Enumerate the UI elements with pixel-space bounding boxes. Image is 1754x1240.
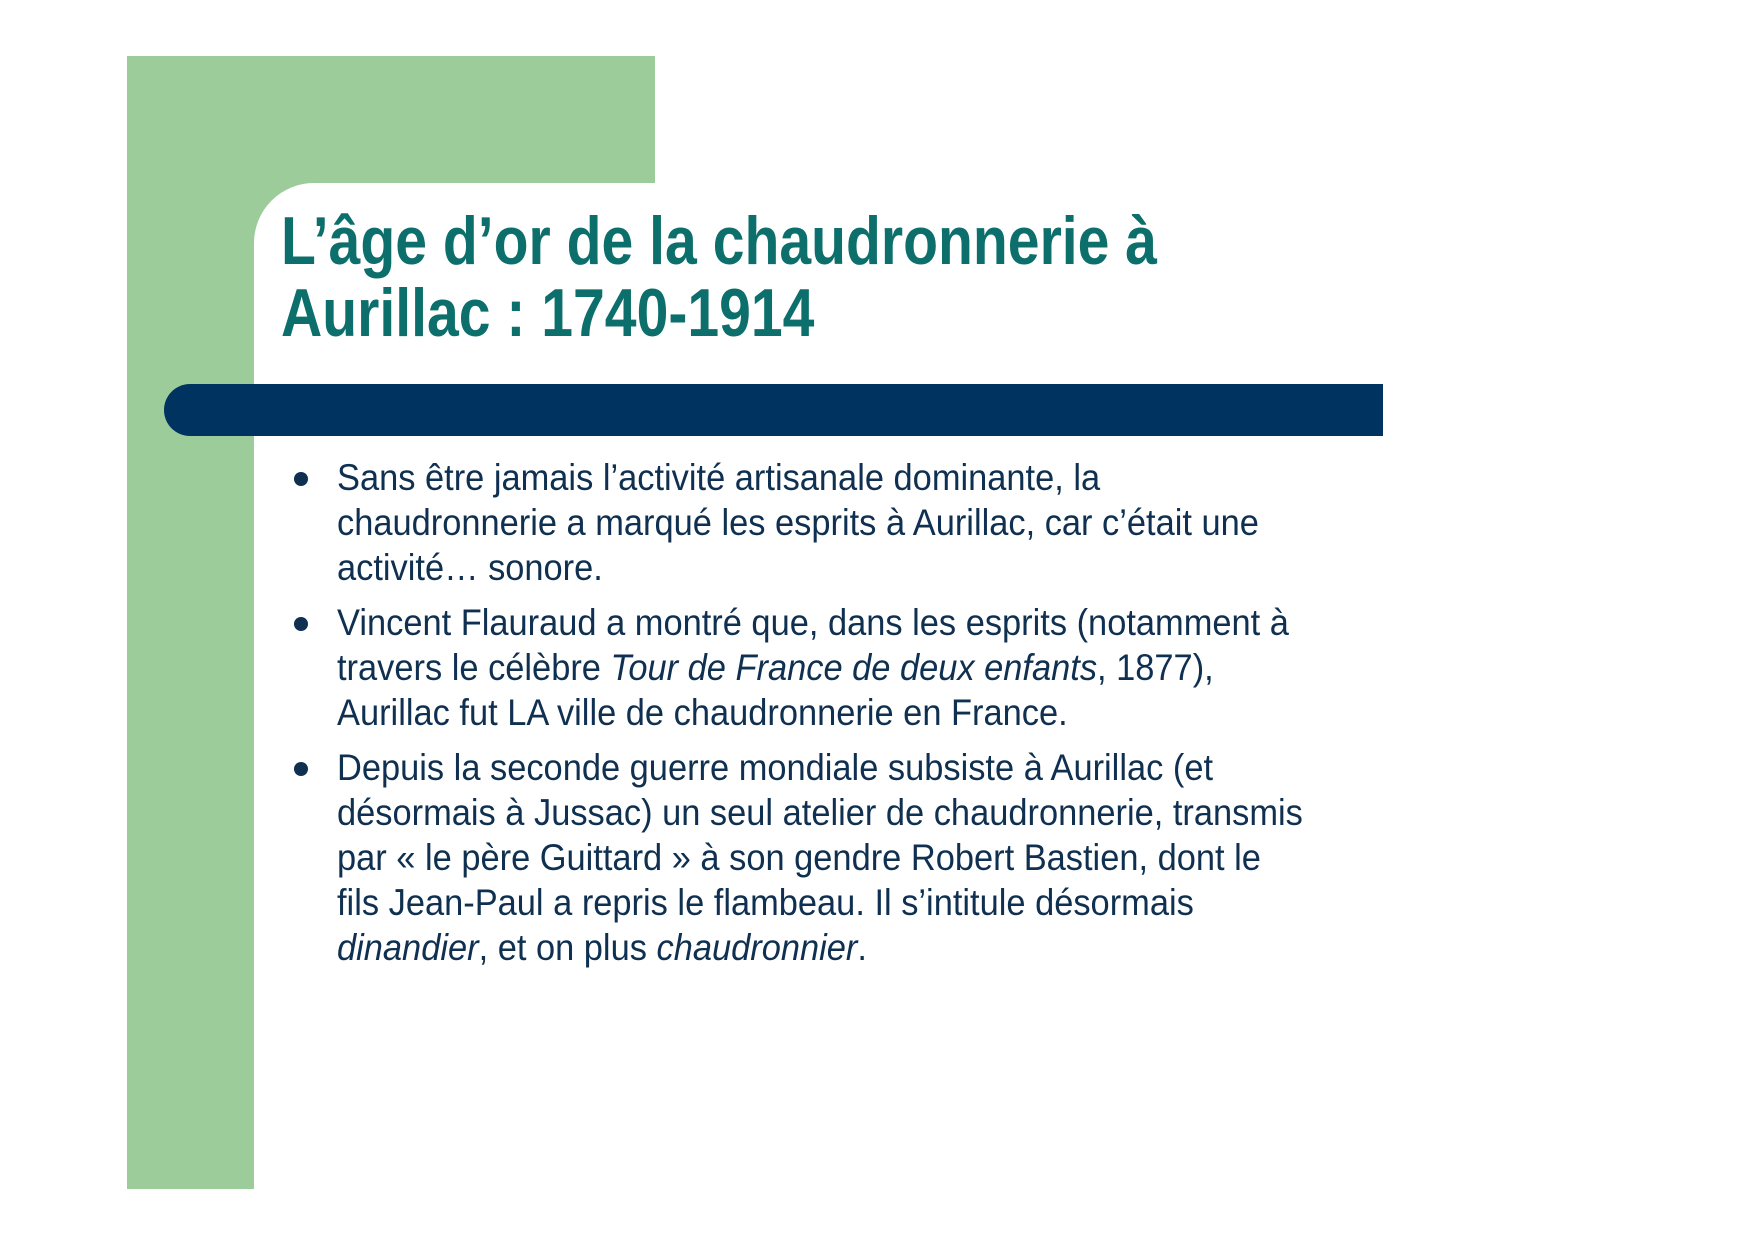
bullet-line <box>337 455 1303 500</box>
bullet-line <box>337 880 1303 925</box>
text-segment: Vincent Flauraud a montré que, dans les esprits (notamment à <box>337 602 1289 643</box>
text-segment: chaudronnerie a marqué les esprits à Aurillac, car c’était une <box>337 502 1259 543</box>
text-segment: fils Jean-Paul a repris le flambeau. Il s’intitule désormais <box>337 882 1194 923</box>
slide-title <box>281 205 1157 349</box>
bullet-item <box>294 455 1376 590</box>
text-segment: Sans être jamais l’activité artisanale dominante, la <box>337 457 1101 498</box>
bullet-line <box>337 745 1303 790</box>
text-segment: , 1877), <box>1097 647 1214 688</box>
text-segment: dinandier <box>337 927 479 968</box>
bullet-line <box>337 500 1303 545</box>
text-segment: travers le célèbre <box>337 647 611 688</box>
bullet-line <box>337 835 1303 880</box>
bullet-line <box>337 690 1303 735</box>
text-segment: désormais à Jussac) un seul atelier de chaudronnerie, transmis <box>337 792 1303 833</box>
text-segment: , et on plus <box>478 927 657 968</box>
bullet-dot-icon <box>294 617 308 631</box>
bullet-item <box>294 745 1376 970</box>
title-line-1: L’âge d’or de la chaudronnerie à <box>281 203 1158 279</box>
bullet-line <box>337 645 1303 690</box>
bullet-line <box>337 600 1303 645</box>
bullet-dot-icon <box>294 762 308 776</box>
bullet-line <box>337 925 1303 970</box>
bullet-dot-icon <box>294 472 308 486</box>
text-segment: chaudronnier <box>656 927 858 968</box>
text-segment: Tour de France de deux enfants <box>610 647 1098 688</box>
bullet-line <box>337 545 1303 590</box>
bullet-item <box>294 600 1376 735</box>
text-segment: activité… sonore. <box>337 547 603 588</box>
text-segment: Depuis la seconde guerre mondiale subsiste à Aurillac (et <box>337 747 1214 788</box>
text-segment: . <box>857 927 867 968</box>
text-segment: par « le père Guittard » à son gendre Robert Bastien, dont le <box>337 837 1261 878</box>
title-divider-bar <box>164 384 1383 436</box>
text-segment: Aurillac fut LA ville de chaudronnerie en France. <box>337 692 1068 733</box>
bullet-list <box>294 455 1376 980</box>
bullet-line <box>337 790 1303 835</box>
title-line-2: Aurillac : 1740-1914 <box>281 275 815 351</box>
